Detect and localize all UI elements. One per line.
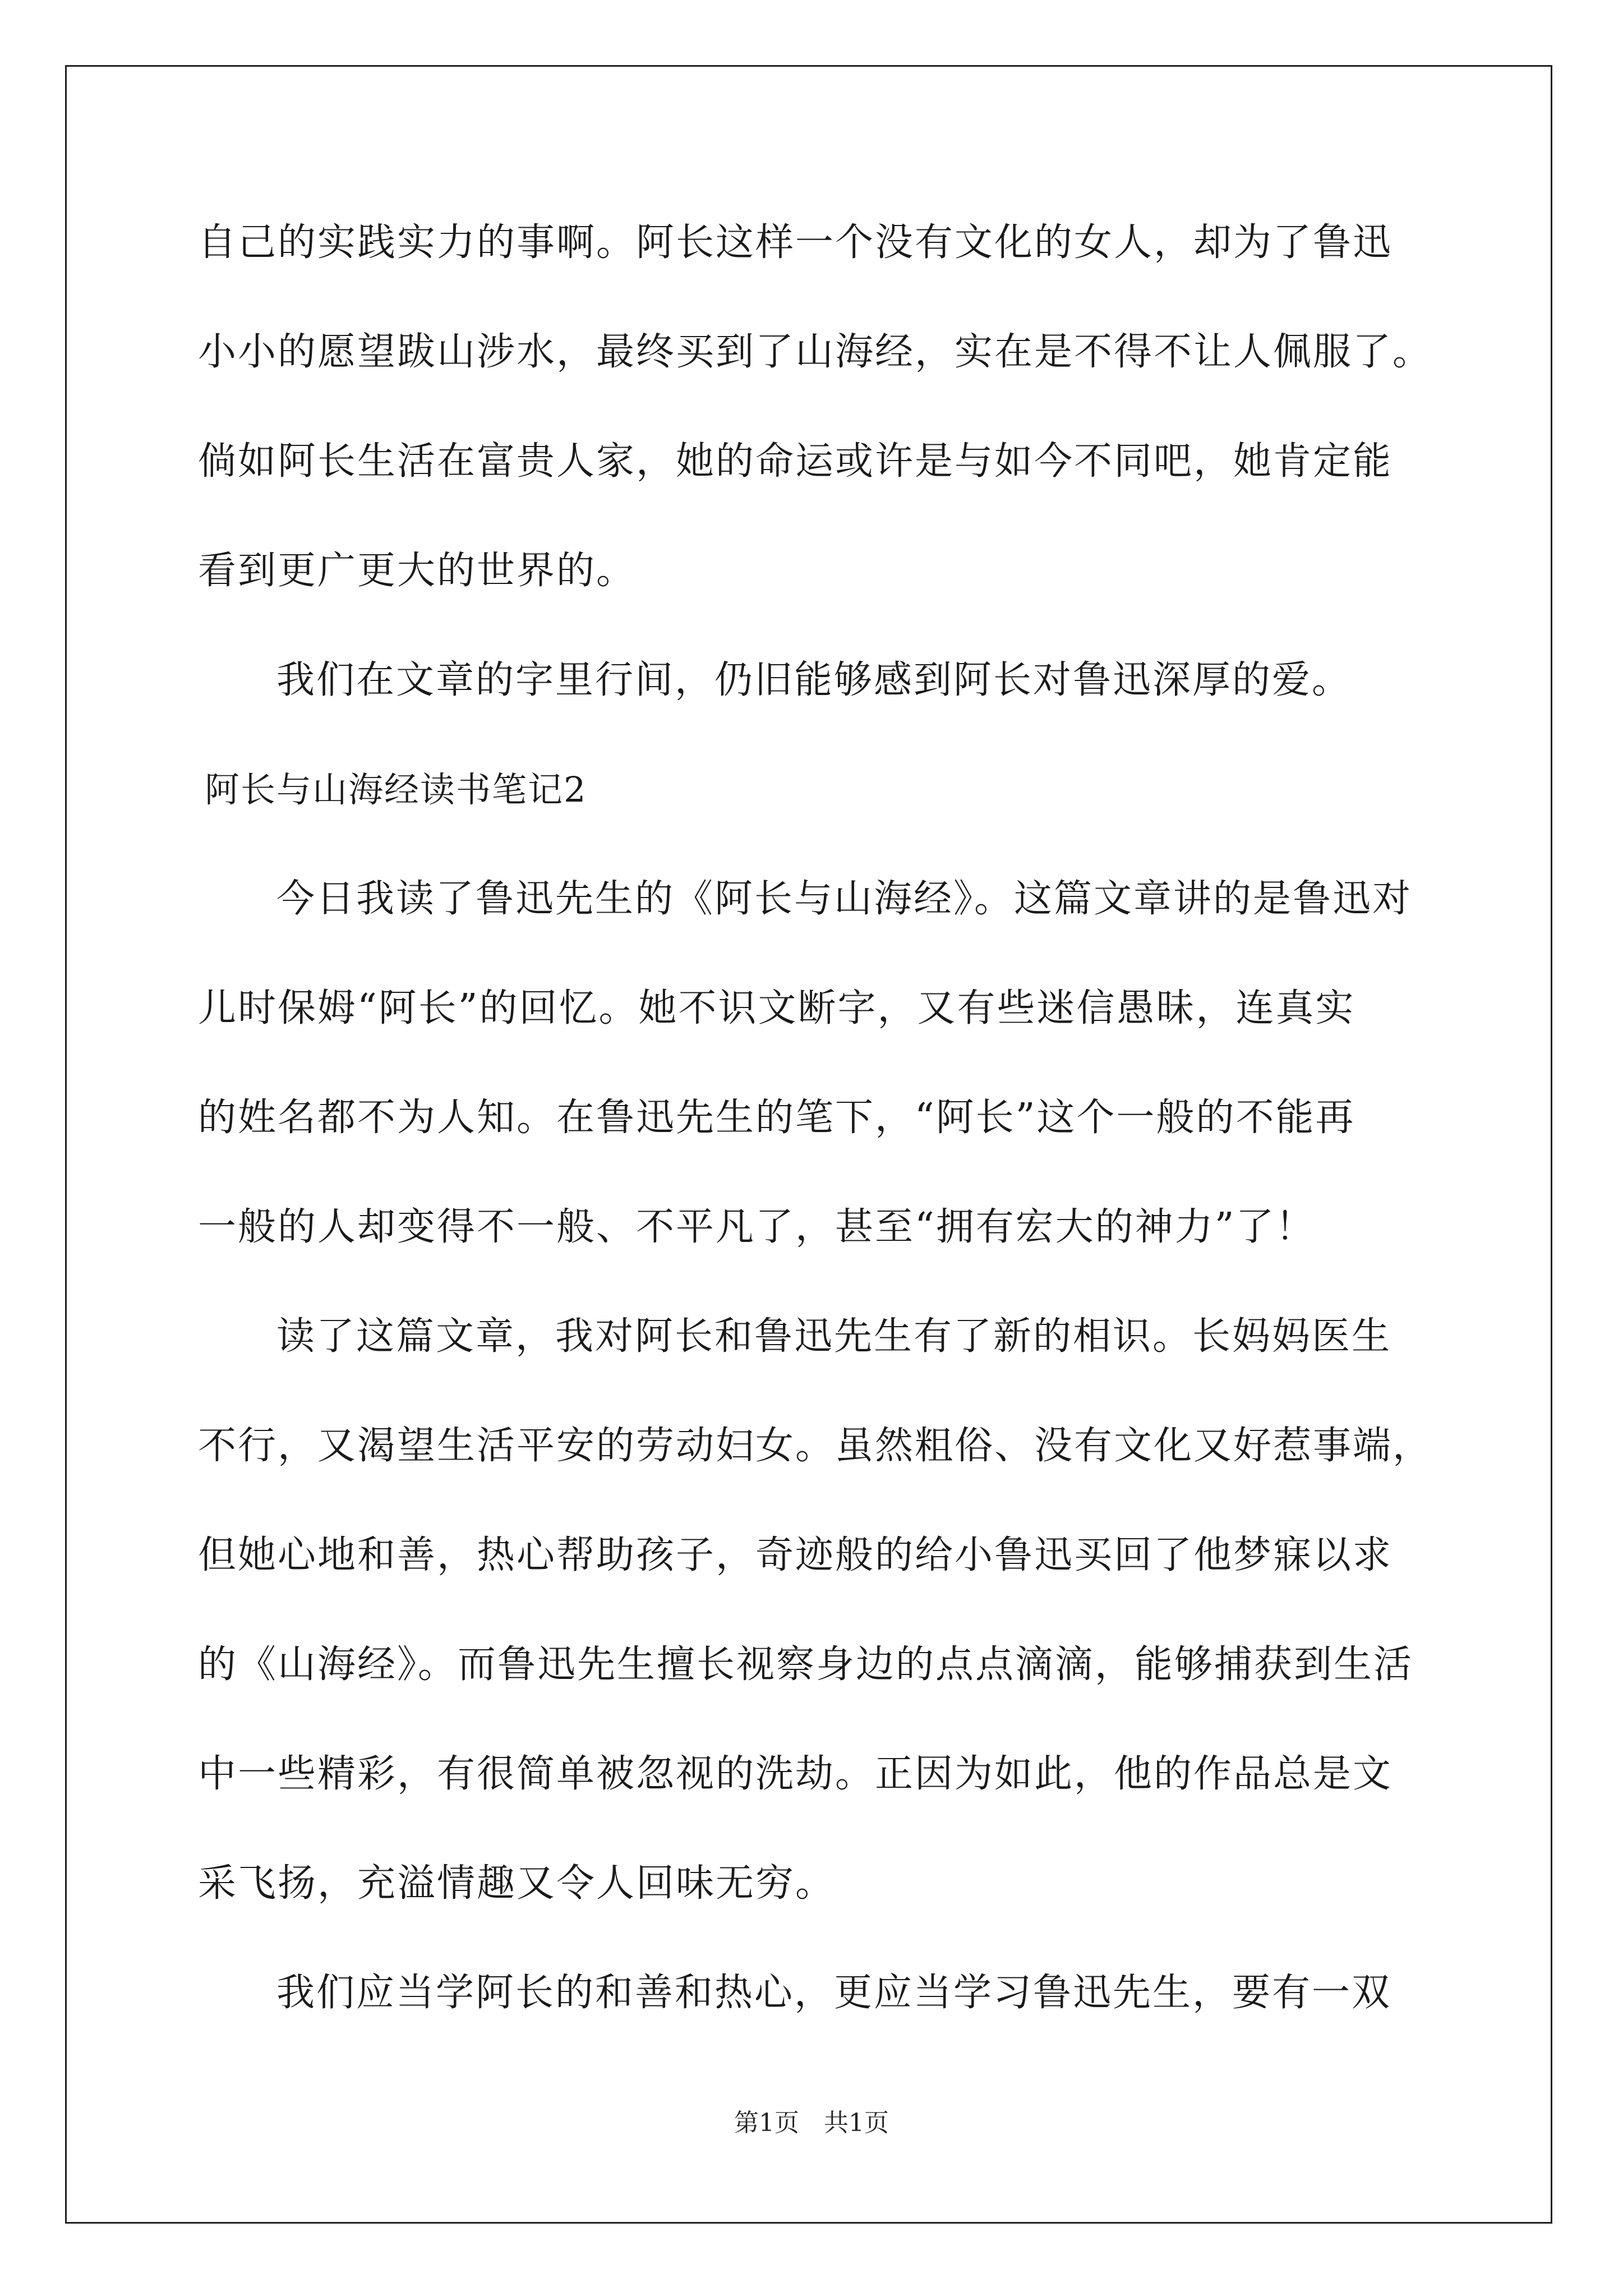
body-line: 倘如阿长生活在富贵人家，她的命运或许是与如今不同吧，她肯定能: [198, 439, 1393, 484]
body-line: 采飞扬，充溢情趣又令人回味无穷。: [198, 1861, 836, 1906]
body-line: 今日我读了鲁迅先生的《阿长与山海经》。这篇文章讲的是鲁迅对: [276, 877, 1413, 921]
body-line: 的姓名都不为人知。在鲁迅先生的笔下，“阿长”这个一般的不能再: [198, 1096, 1355, 1140]
body-line: 的《山海经》。而鲁迅先生擅长视察身边的点点滴滴，能够捕获到生活: [198, 1642, 1414, 1687]
body-line: 不行，又渴望生活平安的劳动妇女。虽然粗俗、没有文化又好惹事端，: [198, 1424, 1433, 1468]
body-line: 我们在文章的字里行间，仍旧能够感到阿长对鲁迅深厚的爱。: [276, 658, 1352, 702]
page-footer: [0, 2106, 1623, 2140]
page-total: 共1页: [824, 2109, 889, 2137]
body-line: 自己的实践实力的事啊。阿长这样一个没有文化的女人，却为了鲁迅: [198, 220, 1393, 265]
body-line: 中一些精彩，有很简单被忽视的洗劫。正因为如此，他的作品总是文: [198, 1752, 1393, 1796]
page-number: 第1页: [734, 2109, 799, 2137]
body-line: 我们应当学阿长的和善和热心，更应当学习鲁迅先生，要有一双: [276, 1971, 1392, 2015]
body-line: 读了这篇文章，我对阿长和鲁迅先生有了新的相识。长妈妈医生: [276, 1314, 1392, 1359]
body-line: 一般的人却变得不一般、不平凡了，甚至“拥有宏大的神力”了！: [198, 1205, 1316, 1249]
body-line: 小小的愿望跋山涉水，最终买到了山海经，实在是不得不让人佩服了。: [198, 330, 1433, 374]
body-line: 但她心地和善，热心帮助孩子，奇迹般的给小鲁迅买回了他梦寐以求: [198, 1533, 1393, 1577]
body-line: 看到更广更大的世界的。: [198, 549, 637, 593]
body-line: 儿时保姆“阿长”的回忆。她不识文断字，又有些迷信愚昧，连真实: [198, 986, 1355, 1030]
section-heading: 阿长与山海经读书笔记2: [205, 769, 587, 810]
